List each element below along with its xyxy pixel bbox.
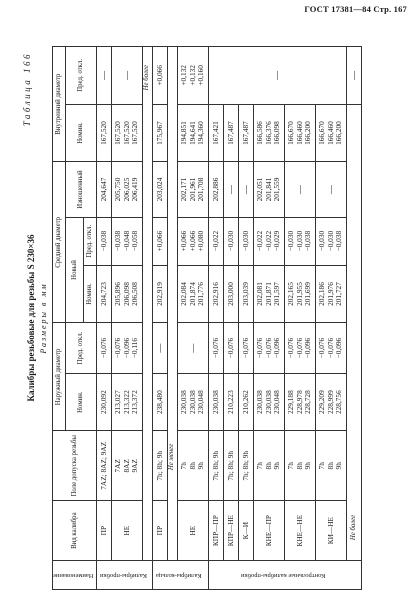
cell-inner-nom: 167,487 bbox=[223, 104, 238, 162]
col-inner-nom: Номин. bbox=[65, 104, 96, 162]
cell-kind: ПР bbox=[152, 501, 167, 561]
cell-mean-worn: — bbox=[284, 162, 315, 217]
cell-outer-dev: −0,076 bbox=[208, 323, 223, 373]
cell-inner-dev: — bbox=[111, 47, 142, 105]
cell-mean-dev: +0,066 bbox=[152, 217, 167, 265]
cell-inner-nom: 167,421 bbox=[208, 104, 223, 162]
cell-outer-dev: −0,076 bbox=[223, 323, 238, 373]
cell-outer-nom: 213,027 213,322 213,372 bbox=[111, 373, 142, 431]
cell-mean-dev: +0,066 +0,066 +0,080 bbox=[177, 217, 208, 265]
cell-inner-nom: 166,586 166,376 166,098 bbox=[253, 104, 284, 162]
cell-inner-nom: 175,967 bbox=[152, 104, 167, 162]
cell-inner-dev: — bbox=[96, 47, 111, 105]
cell-outer-dev: −0,076 −0,076 −0,096 bbox=[253, 323, 284, 373]
cell-inner-nom: 167,520 167,520 167,520 bbox=[111, 104, 142, 162]
cell-kind: КНЕ—НЕ bbox=[284, 501, 315, 561]
col-kind: Вид калибра bbox=[52, 501, 96, 561]
col-outer-dev: Пред. откл. bbox=[65, 323, 96, 373]
cell-outer-dev: −0,076 −0,096 −0,116 bbox=[111, 323, 142, 373]
cell-tol: 7h 8h 9h bbox=[315, 431, 346, 501]
cell-kind: КПР—НЕ bbox=[223, 501, 238, 561]
rotated-page bbox=[22, 46, 396, 590]
cell-outer-nom: 210,262 bbox=[238, 373, 253, 431]
cell-mean-dev: −0,030 bbox=[223, 217, 238, 265]
cell-mean-dev: −0,038 −0,048 −0,058 bbox=[111, 217, 142, 265]
cell-inner-dev: — bbox=[346, 47, 361, 105]
col-inner-dev: Пред. откл. bbox=[65, 47, 96, 105]
table-title: Калибры резьбовые для резьбы S 230×36 bbox=[25, 234, 36, 402]
cell-mean-dev: −0,030 −0,030 −0,038 bbox=[284, 217, 315, 265]
cell-outer-nom: 210,223 bbox=[223, 373, 238, 431]
cell-tol: 7h 8h 9h bbox=[253, 431, 284, 501]
cell-outer-dev: — bbox=[152, 323, 167, 373]
cell-mean-nom: 203,039 bbox=[238, 265, 253, 323]
col-outer-nom: Номин. bbox=[65, 373, 96, 431]
cell-kind: КНЕ—ПР bbox=[253, 501, 284, 561]
cell-tol: 7h; 8h; 9h bbox=[223, 431, 238, 501]
cell-kind: НЕ bbox=[177, 501, 208, 561]
cell-mean-dev: −0,022 bbox=[208, 217, 223, 265]
cell-tol: 7AZ 8AZ 9AZ bbox=[111, 431, 142, 501]
cell-inner-nom: 166,670 166,460 166,200 bbox=[284, 104, 315, 162]
group-control: Контрольные калибры-пробки bbox=[208, 561, 361, 590]
cell-mean-worn: 204,647 bbox=[96, 162, 111, 217]
note-not-more: Не более bbox=[142, 47, 152, 561]
cell-mean-nom: 202,165 201,955 201,699 bbox=[284, 265, 315, 323]
col-mean-new: Новый bbox=[65, 217, 83, 323]
col-outer: Наружный диаметр bbox=[52, 323, 65, 431]
cell-inner-dev: +0,132 +0,132 +0,160 bbox=[177, 47, 208, 105]
note-not-more-control: Не более bbox=[346, 104, 361, 560]
cell-outer-nom: 230,092 bbox=[96, 373, 111, 431]
cell-mean-worn: 202,886 bbox=[208, 162, 223, 217]
cell-mean-nom: 202,186 201,976 201,727 bbox=[315, 265, 346, 323]
cell-inner-nom: 166,670 166,460 166,200 bbox=[315, 104, 346, 162]
table-number: Таблица 166 bbox=[21, 52, 32, 127]
col-inner: Внутренний диаметр bbox=[52, 47, 65, 162]
cell-outer-nom: 229,209 228,999 228,756 bbox=[315, 373, 346, 431]
cell-outer-dev: — bbox=[177, 323, 208, 373]
cell-outer-dev: −0,076 −0,076 −0,096 bbox=[315, 323, 346, 373]
cell-inner-dev: — bbox=[208, 47, 346, 105]
cell-mean-dev: −0,038 bbox=[96, 217, 111, 265]
col-mean-worn: Изношенный bbox=[65, 162, 96, 217]
cell-mean-nom: 202,919 bbox=[152, 265, 167, 323]
cell-kind: ПР bbox=[96, 501, 111, 561]
cell-mean-nom: 202,916 bbox=[208, 265, 223, 323]
cell-tol: 7h 8h 9h bbox=[177, 431, 208, 501]
cell-inner-nom: 167,520 bbox=[96, 104, 111, 162]
cell-kind: НЕ bbox=[111, 501, 142, 561]
cell-mean-worn: 202,171 201,961 201,708 bbox=[177, 162, 208, 217]
cell-outer-dev: −0,076 −0,076 −0,096 bbox=[284, 323, 315, 373]
gauge-table bbox=[52, 46, 362, 590]
cell-mean-worn: — bbox=[223, 162, 238, 217]
cell-inner-nom: 194,851 194,641 194,360 bbox=[177, 104, 208, 162]
cell-kind: К—И bbox=[238, 501, 253, 561]
cell-mean-dev: −0,022 −0,022 −0,029 bbox=[253, 217, 284, 265]
cell-mean-nom: 202,084 201,874 201,776 bbox=[177, 265, 208, 323]
cell-outer-nom: 230,038 230,038 230,048 bbox=[253, 373, 284, 431]
cell-mean-worn: 205,750 206,025 206,419 bbox=[111, 162, 142, 217]
cell-outer-dev: −0,076 bbox=[96, 323, 111, 373]
cell-inner-nom: 167,487 bbox=[238, 104, 253, 162]
cell-tol: 7h; 8h; 9h bbox=[238, 431, 253, 501]
cell-tol: 7h 8h 9h bbox=[284, 431, 315, 501]
col-mean-nom: Номин. bbox=[83, 265, 96, 323]
cell-mean-dev: −0,030 bbox=[238, 217, 253, 265]
cell-inner-dev: +0,066 bbox=[152, 47, 167, 105]
cell-mean-nom: 202,081 201,871 201,597 bbox=[253, 265, 284, 323]
group-plug: Калибры-пробки bbox=[96, 561, 152, 590]
cell-mean-dev: −0,030 −0,030 −0,038 bbox=[315, 217, 346, 265]
col-mean: Средний диаметр bbox=[52, 162, 65, 323]
cell-mean-worn: 202,051 201,841 201,559 bbox=[253, 162, 284, 217]
cell-tol: 7h; 8h; 9h bbox=[208, 431, 223, 501]
cell-outer-nom: 229,188 228,978 228,728 bbox=[284, 373, 315, 431]
cell-outer-nom: 230,038 230,038 230,048 bbox=[177, 373, 208, 431]
cell-mean-nom: 203,000 bbox=[223, 265, 238, 323]
cell-outer-nom: 230,038 bbox=[208, 373, 223, 431]
note-not-less: Не менее bbox=[167, 47, 177, 561]
cell-mean-nom: 204,723 bbox=[96, 265, 111, 323]
cell-outer-dev: −0,076 bbox=[238, 323, 253, 373]
group-ring: Калибры-кольца bbox=[152, 561, 208, 590]
col-mean-dev: Пред. откл. bbox=[83, 217, 96, 265]
cell-mean-worn: — bbox=[315, 162, 346, 217]
col-name: Наименование bbox=[52, 561, 96, 590]
cell-tol: 7AZ; 8AZ; 9AZ bbox=[96, 431, 111, 501]
col-tolerance: Поле допуска резьбы bbox=[52, 431, 96, 501]
cell-mean-worn: — bbox=[238, 162, 253, 217]
cell-kind: КИ—НЕ bbox=[315, 501, 346, 561]
cell-outer-nom: 238,480 bbox=[152, 373, 167, 431]
cell-mean-worn: 203,024 bbox=[152, 162, 167, 217]
cell-kind: КПР—ПР bbox=[208, 501, 223, 561]
cell-mean-nom: 205,896 206,098 206,508 bbox=[111, 265, 142, 323]
page-header: ГОСТ 17381—84 Стр. 167 bbox=[304, 4, 407, 14]
table-subtitle: Размеры в мм bbox=[38, 282, 48, 354]
cell-tol: 7h; 8h; 9h bbox=[152, 431, 167, 501]
